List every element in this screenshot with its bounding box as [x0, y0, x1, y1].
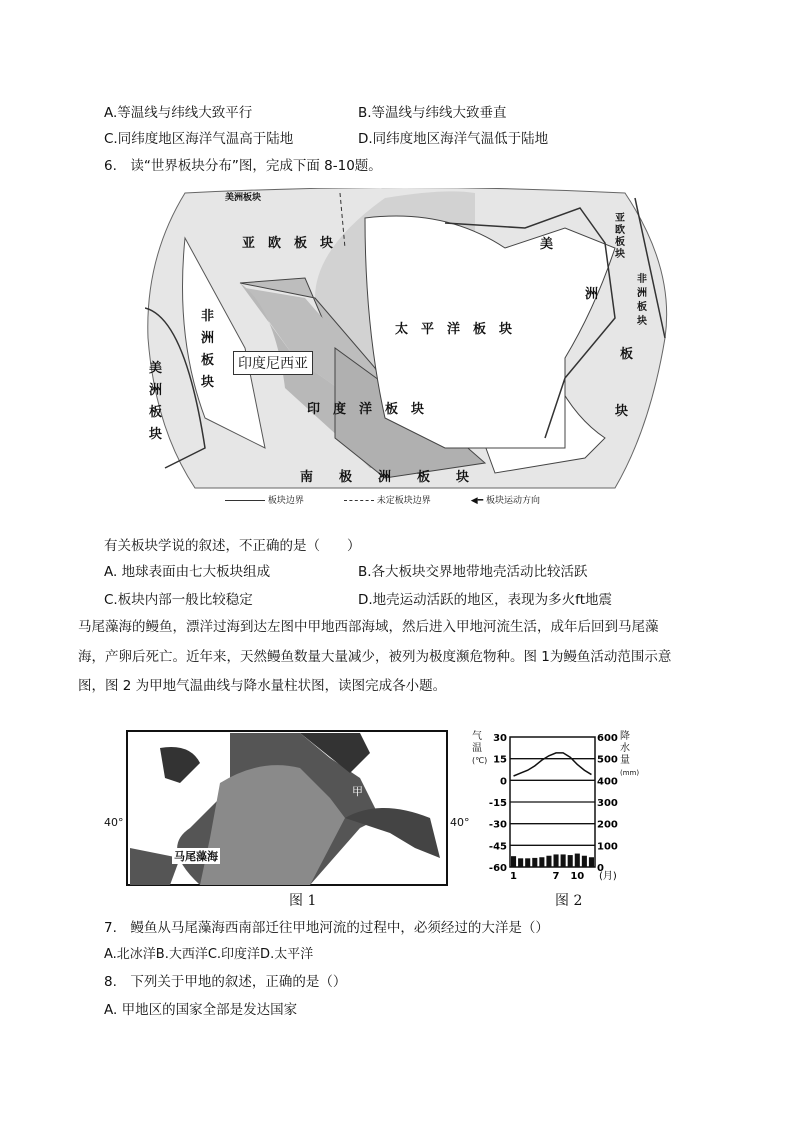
precipitation-tick-label: 200	[597, 819, 618, 831]
temperature-tick-label: -15	[488, 798, 507, 809]
plate-label-pacific: 太 平 洋 板 块	[395, 322, 513, 337]
indonesia-callout: 印度尼西亚	[233, 351, 313, 375]
q8-option-a: A. 甲地区的国家全部是发达国家	[104, 1002, 298, 1018]
q6-option-c: C.板块内部一般比较稳定	[104, 592, 253, 608]
plate-label-indian: 印 度 洋 板 块	[307, 402, 425, 417]
precipitation-bar	[582, 856, 587, 867]
temperature-tick-label: 30	[493, 733, 507, 744]
precipitation-bar	[554, 854, 559, 867]
char: 亚	[615, 213, 625, 224]
sargasso-sea-label: 马尾藻海	[174, 850, 218, 863]
q6-option-b: B.各大板块交界地带地壳活动比较活跃	[358, 564, 588, 580]
passage-line-1: 马尾藻海的鳗鱼，漂洋过海到达左图中甲地西部海域，然后进入甲地河流生活，成年后回到马尾藻	[78, 619, 659, 635]
plate-label-american-right-2: 洲	[585, 287, 599, 302]
temperature-tick-label: -30	[488, 819, 507, 831]
plate-label-american-top: 美洲板块	[225, 193, 262, 203]
precipitation-bar	[546, 856, 551, 867]
q6-stem: 6. 读“世界板块分布”图，完成下面 8-10题。	[104, 158, 382, 174]
char: 块	[615, 249, 625, 260]
char: 降	[620, 731, 630, 742]
legend-undetermined	[344, 493, 431, 506]
plate-label-eurasian: 亚 欧 板 块	[242, 236, 334, 251]
map-legend	[225, 493, 540, 506]
q6-option-a: A. 地球表面由七大板块组成	[104, 564, 271, 580]
legend-direction	[471, 493, 540, 506]
q8-stem: 8. 下列关于甲地的叙述，正确的是（）	[104, 974, 347, 990]
month-unit-label: (月)	[599, 871, 617, 882]
char: 洲	[637, 288, 647, 299]
legend-boundary	[225, 493, 304, 506]
q6-option-d: D.地壳运动活跃的地区，表现为多火ft地震	[358, 592, 612, 608]
q5-option-a: A.等温线与纬线大致平行	[104, 105, 253, 121]
passage-line-2: 海，产卵后死亡。近年来，天然鳗鱼数量大量减少，被列为极度濒危物种。图 1为鳗鱼活动范围示意	[78, 649, 672, 665]
precipitation-bar	[561, 854, 566, 867]
plate-label-eurasian-right	[615, 213, 627, 261]
temperature-tick-label: -60	[488, 863, 507, 874]
char: 洲	[149, 383, 163, 398]
temperature-axis-label	[472, 731, 488, 767]
char: 块	[637, 316, 647, 327]
eel-range-map	[100, 728, 480, 888]
q7-options: A.北冰洋B.大西洋C.印度洋D.太平洋	[104, 947, 314, 962]
q5-option-b: B.等温线与纬线大致垂直	[358, 105, 507, 121]
precipitation-tick-label: 400	[597, 776, 618, 788]
fig2-caption: 图 2	[555, 893, 583, 909]
char: 美	[149, 361, 163, 376]
char: 洲	[201, 331, 215, 346]
legend-label: 板块运动方向	[486, 496, 541, 506]
temperature-tick-label: 15	[493, 754, 507, 766]
precipitation-bar	[575, 854, 580, 867]
char: 量	[620, 755, 630, 766]
char: 气	[472, 731, 482, 742]
char: 板	[615, 237, 625, 248]
char: 块	[201, 375, 215, 390]
char: 非	[201, 309, 215, 324]
precipitation-bar	[518, 858, 523, 867]
lat-label-left: 40°	[104, 816, 124, 829]
char: 水	[620, 743, 630, 754]
precipitation-bar	[539, 857, 544, 867]
precipitation-bar	[511, 856, 516, 867]
legend-label: 未定板块边界	[376, 496, 431, 506]
plate-label-african-right	[637, 273, 649, 329]
q5-option-d: D.同纬度地区海洋气温低于陆地	[358, 131, 549, 147]
q5-option-c: C.同纬度地区海洋气温高于陆地	[104, 131, 294, 147]
month-tick-label: 1	[510, 871, 518, 882]
passage-line-3: 图，图 2 为甲地气温曲线与降水量柱状图，读图完成各小题。	[78, 678, 447, 694]
char: 温	[472, 743, 482, 754]
precipitation-bar	[568, 855, 573, 867]
temperature-tick-label: -45	[488, 841, 507, 853]
char: 块	[149, 427, 163, 442]
plate-label-african	[201, 306, 215, 394]
precipitation-tick-label: 300	[597, 798, 618, 809]
temperature-tick-label: 0	[500, 776, 507, 788]
plate-label-antarctic: 南 极 洲 板 块	[300, 470, 470, 485]
char: 板	[637, 302, 647, 313]
jia-label: 甲	[352, 785, 363, 798]
arrow-left-icon: ◀━	[470, 496, 484, 506]
precipitation-tick-label: 0	[597, 863, 604, 874]
plate-label-american-right-1: 美	[540, 237, 554, 252]
precipitation-bar	[525, 858, 530, 867]
month-tick-label: 10	[570, 871, 585, 882]
char: (mm)	[620, 769, 640, 777]
precipitation-bar	[589, 857, 594, 867]
legend-label: 板块边界	[267, 496, 304, 506]
q6-question: 有关板块学说的叙述，不正确的是（ ）	[104, 538, 361, 554]
precipitation-bar	[532, 858, 537, 867]
climate-chart	[470, 725, 640, 890]
char: 板	[149, 405, 163, 420]
precipitation-tick-label: 500	[597, 754, 618, 766]
precipitation-tick-label: 100	[597, 841, 618, 853]
plate-label-american-right-3: 板	[620, 347, 634, 362]
char: (℃)	[472, 756, 488, 765]
char: 非	[637, 274, 647, 285]
fig1-caption: 图 1	[289, 893, 317, 909]
precipitation-tick-label: 600	[597, 733, 618, 744]
month-tick-label: 7	[552, 871, 560, 882]
precipitation-axis-label	[620, 731, 640, 779]
q7-stem: 7. 鳗鱼从马尾藻海西南部迁往甲地河流的过程中，必须经过的大洋是（）	[104, 920, 549, 936]
world-plate-map	[145, 188, 668, 510]
char: 欧	[615, 225, 625, 236]
plate-label-american-left	[149, 358, 163, 446]
lat-label-right: 40°	[450, 816, 470, 829]
plate-label-american-right-4: 块	[615, 404, 629, 419]
char: 板	[201, 353, 215, 368]
climate-chart-svg	[470, 725, 640, 890]
